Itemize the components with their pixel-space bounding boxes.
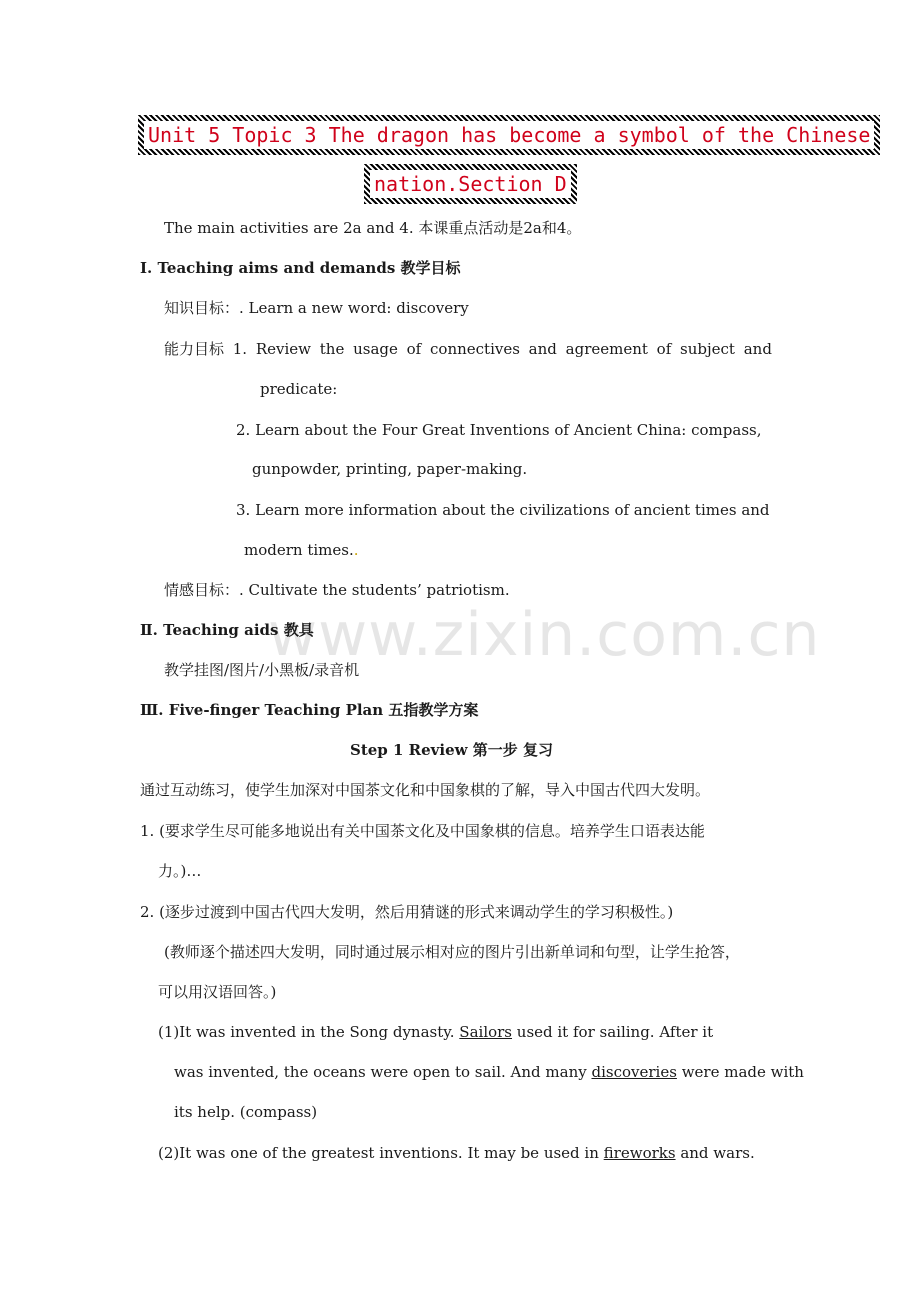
item-1: 1. (要求学生尽可能多地说出有关中国茶文化及中国象棋的信息。培养学生口语表达能 <box>140 822 705 840</box>
teacher-note-cont: 可以用汉语回答。) <box>158 983 277 1001</box>
item-2: 2. (逐步过渡到中国古代四大发明，然后用猜谜的形式来调动学生的学习积极性。) <box>140 903 674 921</box>
section-3-heading: Ⅲ. Five-finger Teaching Plan 五指教学方案 <box>140 701 479 719</box>
step-heading: Step 1 Review 第一步 复习 <box>350 741 553 759</box>
dot-mark: . <box>353 541 359 559</box>
ability-aim-2-cont: gunpowder, printing, paper-making. <box>252 460 528 478</box>
word-discoveries: discoveries <box>591 1063 677 1081</box>
ability-aim-1: 能力目标 1. Review the usage of connectives and agreement of subject and <box>164 340 772 358</box>
section-2-heading: Ⅱ. Teaching aids 教具 <box>140 621 314 639</box>
riddle-1: (1)It was invented in the Song dynasty. Sailors used it for sailing. After it <box>158 1023 714 1041</box>
title-line-1: Unit 5 Topic 3 The dragon has become a symbol of the Chinese <box>148 123 871 147</box>
teacher-note: (教师逐个描述四大发明，同时通过展示相对应的图片引出新单词和句型，让学生抢答， <box>164 943 740 961</box>
emotion-aim: 情感目标：. Cultivate the students’ patriotism. <box>164 581 510 599</box>
step-intro: 通过互动练习，使学生加深对中国茶文化和中国象棋的了解，导入中国古代四大发明。 <box>140 781 711 799</box>
riddle-2: (2)It was one of the greatest inventions. It may be used in fireworks and wars. <box>158 1144 755 1162</box>
riddle-1-answer: its help. (compass) <box>174 1103 318 1121</box>
ability-aim-3: 3. Learn more information about the civilizations of ancient times and <box>236 501 770 519</box>
word-sailors: Sailors <box>459 1023 513 1041</box>
section-1-heading: Ⅰ. Teaching aims and demands 教学目标 <box>140 259 461 277</box>
ability-aim-3-cont: modern times.. <box>244 541 359 559</box>
ability-aim-2: 2. Learn about the Four Great Inventions of Ancient China: compass, <box>236 421 762 439</box>
teaching-aids-list: 教学挂图/图片/小黑板/录音机 <box>164 661 360 679</box>
watermark: www.zixin.com.cn <box>268 600 821 670</box>
knowledge-aim: 知识目标：. Learn a new word: discovery <box>164 299 469 317</box>
riddle-1-cont: was invented, the oceans were open to sail. And many discoveries were made with <box>174 1063 804 1081</box>
item-1-cont: 力。)… <box>158 862 202 880</box>
word-fireworks: fireworks <box>603 1144 676 1162</box>
ability-aim-1-cont: predicate: <box>260 380 338 398</box>
title-line-2: nation.Section D <box>374 172 567 196</box>
intro-text: The main activities are 2a and 4. 本课重点活动是2a和4。 <box>164 219 582 237</box>
